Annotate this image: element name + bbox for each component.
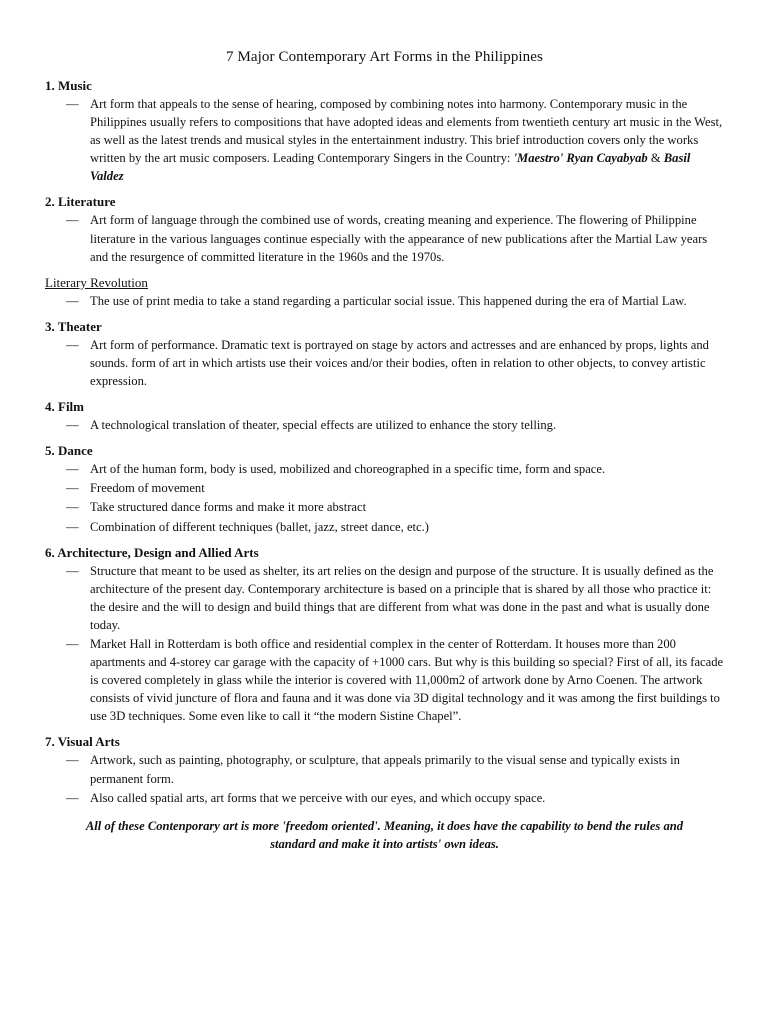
list-item: [45, 751, 724, 787]
dash-bullet: —: [66, 462, 79, 477]
sub-heading-literary-revolution: Literary Revolution: [45, 274, 148, 290]
dash-bullet: —: [66, 293, 79, 308]
item-text: Market Hall in Rotterdam is both office and residential complex in the center of Rotterdam. It houses more than 200 apartments and 4-storey car garage with the capacity of +1000 cars. But why is this building so special? First of all, its facade is covered completely in glass while the interior is covered with 11,000m2 of artwork done by Arno Coenen. The artwork consists of vivid juncture of flora and fauna and it was done via 3D digital technology and it was among the first buildings to use 3D techniques. Some even like to call it “the modern Sistine Chapel”.: [90, 636, 724, 724]
list-item: [45, 479, 724, 497]
list-item: [45, 562, 724, 634]
singer-name: Basil Valdez: [90, 151, 691, 184]
dance-list: [45, 460, 724, 535]
music-list: [45, 95, 724, 185]
literature-list: [45, 211, 724, 265]
item-text: Art form of language through the combined use of words, creating meaning and experience. The flowering of Philippine literature in the various languages continue especially with the appearance of new publications after the Martial Law years and the resurgence of committed literature in the 1960s and the 1970s.: [90, 213, 708, 264]
list-item: [45, 416, 724, 434]
section-heading-literature: 2. Literature: [45, 194, 116, 210]
section-literature: [45, 193, 724, 265]
item-text: The use of print media to take a stand regarding a particular social issue. This happened during the era of Martial Law.: [90, 293, 687, 308]
dash-bullet: —: [66, 790, 79, 805]
section-heading-theater: 3. Theater: [45, 318, 102, 334]
list-item: [45, 336, 724, 390]
dash-bullet: —: [66, 500, 79, 515]
section-heading-music: 1. Music: [45, 78, 92, 93]
section-theater: [45, 318, 724, 390]
section-film: [45, 398, 724, 434]
conclusion-text: All of these Contenporary art is more 'freedom oriented'. Meaning, it does have the capability to bend the rules and standard and make it into artists' own ideas.: [85, 818, 684, 851]
dash-bullet: —: [66, 636, 79, 651]
document-title: 7 Major Contemporary Art Forms in the Philippines: [226, 49, 543, 65]
singer-name: 'Maestro' Ryan Cayabyab: [513, 151, 648, 166]
list-item: [45, 95, 724, 185]
list-item: [45, 460, 724, 478]
dash-bullet: —: [66, 519, 79, 534]
item-text: Artwork, such as painting, photography, or sculpture, that appeals primarily to the visual sense and typically exists in permanent form.: [90, 753, 680, 786]
section-architecture: [45, 544, 724, 726]
section-heading-film: 4. Film: [45, 399, 84, 415]
list-item: [45, 518, 724, 536]
list-item: [45, 211, 724, 265]
music-item-text: Art form that appeals to the sense of hearing, composed by combining notes into harmony. Contemporary music in the Philippines usually refers to compositions that have adopted ideas and elements from twentieth century art music in the West, as well as the latest trends and musical styles in the entertainment industry. This brief introduction covers only the works written by the art music composers. Leading Contemporary Singers in the Country:: [90, 97, 723, 166]
section-dance: [45, 442, 724, 535]
list-item: [45, 789, 724, 807]
list-item: [45, 292, 724, 310]
dash-bullet: —: [66, 418, 79, 433]
item-text: A technological translation of theater, special effects are utilized to enhance the story telling.: [90, 418, 557, 433]
item-text: Art of the human form, body is used, mobilized and choreographed in a specific time, form and space.: [90, 462, 606, 477]
item-text: Art form of performance. Dramatic text is portrayed on stage by actors and actresses and are enhanced by props, lights and sounds. form of art in which artists use their voices and/or their bodies, often in relation to other objects, to convey artistic expression.: [90, 337, 709, 389]
item-text: Combination of different techniques (ballet, jazz, street dance, etc.): [90, 519, 429, 534]
section-literary-revolution: [45, 274, 724, 310]
section-music: [45, 77, 724, 185]
connector-text: &: [647, 151, 664, 166]
dash-bullet: —: [66, 563, 79, 578]
list-item: [45, 498, 724, 516]
list-item: [45, 635, 724, 725]
dash-bullet: —: [66, 481, 79, 496]
section-heading-visual-arts: 7. Visual Arts: [45, 734, 120, 750]
section-heading-dance: 5. Dance: [45, 443, 93, 459]
dash-bullet: —: [66, 213, 79, 228]
section-visual-arts: [45, 733, 724, 806]
literary-revolution-list: [45, 292, 724, 310]
theater-list: [45, 336, 724, 390]
dash-bullet: —: [66, 337, 79, 352]
item-text: Also called spatial arts, art forms that we perceive with our eyes, and which occupy space.: [90, 790, 546, 805]
visual-arts-list: [45, 751, 724, 806]
film-list: [45, 416, 724, 434]
architecture-list: [45, 562, 724, 726]
dash-bullet: —: [66, 753, 79, 768]
item-text: Freedom of movement: [90, 481, 205, 496]
dash-bullet: —: [66, 97, 79, 111]
section-heading-architecture: 6. Architecture, Design and Allied Arts: [45, 544, 259, 560]
item-text: Take structured dance forms and make it more abstract: [90, 500, 367, 515]
item-text: Structure that meant to be used as shelter, its art relies on the design and purpose of the structure. It is usually defined as the architecture of the present day. Contemporary architecture is based on a principle that is shared by all those who practice it: the desire and the will to design and build things that are different from what was done in the past and what is usually done today.: [90, 563, 714, 632]
